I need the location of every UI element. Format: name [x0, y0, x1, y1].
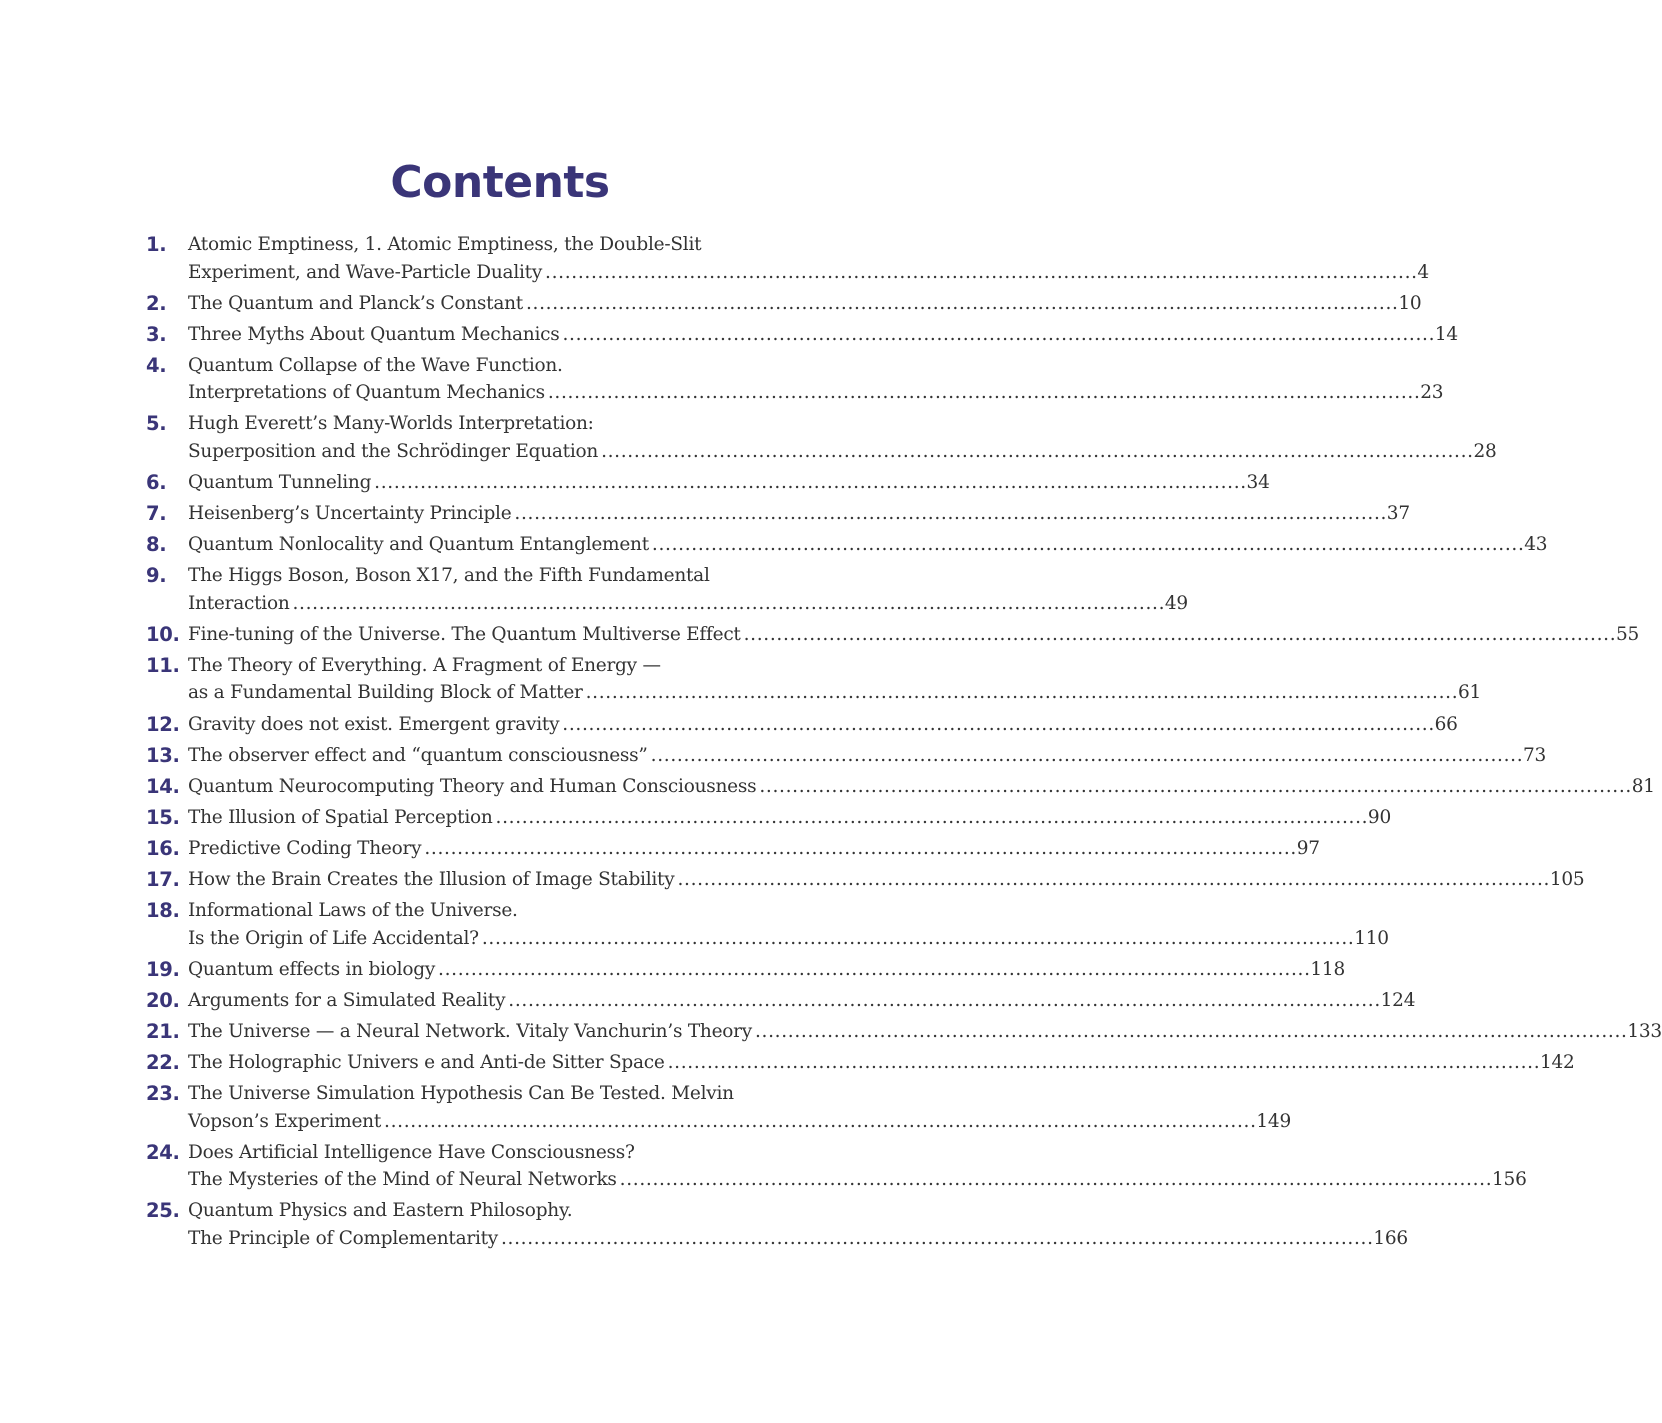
toc-entry-page-number: 156 [1492, 1169, 1527, 1191]
toc-entry-number: 1. [146, 233, 167, 256]
toc-entry-title: Three Myths About Quantum Mechanics [188, 323, 560, 345]
toc-entry-number: 21. [146, 1019, 180, 1043]
dot-leader [756, 773, 1631, 801]
toc-entry-line [188, 469, 1270, 497]
toc-entry-title: Quantum Tunneling [188, 471, 372, 493]
toc-entry-page-number: 61 [1457, 682, 1482, 704]
toc-entry-title: Gravity does not exist. Emergent gravity [188, 713, 560, 735]
toc-entry-page-number: 37 [1386, 503, 1410, 525]
toc-entry-title: The Principle of Complementarity [188, 1227, 498, 1249]
toc-entry-title: Hugh Everett’s Many-Worlds Interpretation: [188, 413, 594, 435]
toc-entry[interactable] [0, 621, 1640, 649]
toc-entry-number: 20. [146, 988, 180, 1012]
dot-leader [560, 321, 1435, 349]
toc-entry[interactable] [0, 897, 1389, 952]
toc-entry-line [188, 1049, 1575, 1077]
toc-entry[interactable] [0, 410, 1497, 465]
toc-entry-title: Experiment, and Wave-Particle Duality [188, 261, 543, 283]
dot-leader [371, 469, 1246, 497]
toc-entry-line [188, 742, 1547, 770]
dot-leader [523, 290, 1398, 318]
toc-entry-title: How the Brain Creates the Illusion of Image Stability [188, 869, 675, 890]
toc-entry-line [188, 1225, 1408, 1253]
toc-entry[interactable] [0, 321, 1458, 349]
toc-entry-page-number: 118 [1310, 958, 1345, 980]
toc-entry-title: The observer effect and “quantum consciousness” [188, 744, 648, 766]
toc-entry-line [188, 835, 1320, 863]
dot-leader [381, 1108, 1256, 1136]
dot-leader [479, 925, 1354, 953]
toc-entry[interactable] [0, 866, 1585, 894]
toc-entry-line [188, 804, 1391, 832]
toc-entry-page-number: 142 [1540, 1051, 1575, 1073]
toc-entry-page-number: 43 [1524, 534, 1548, 556]
toc-entry-number: 12. [146, 712, 180, 736]
toc-entry-page-number: 14 [1434, 323, 1458, 345]
toc-entry[interactable] [0, 773, 1655, 801]
toc-entry[interactable] [0, 1080, 1291, 1135]
toc-entry-title: The Holographic Univers e and Anti-de Sitter Space [188, 1051, 665, 1073]
toc-entry-line [188, 1018, 1662, 1046]
toc-entry-line [188, 500, 1410, 528]
toc-entry-number: 23. [146, 1082, 180, 1106]
toc-entry[interactable] [0, 1049, 1575, 1077]
dot-leader [674, 866, 1549, 894]
toc-entry[interactable] [0, 804, 1391, 832]
toc-entry[interactable] [0, 562, 1188, 617]
dot-leader [741, 621, 1616, 649]
toc-entry-number: 4. [146, 353, 167, 377]
toc-entry-title: Interpretations of Quantum Mechanics [188, 382, 545, 404]
dot-leader [493, 804, 1368, 832]
toc-entry-number: 11. [146, 653, 180, 677]
dot-leader [505, 987, 1380, 1015]
toc-entry[interactable] [0, 652, 1482, 707]
toc-entry-line [188, 590, 1188, 618]
toc-entry-page-number: 23 [1420, 382, 1444, 404]
toc-entry-line [188, 925, 1389, 953]
toc-entry[interactable] [0, 742, 1547, 770]
toc-entry-number: 5. [146, 412, 167, 436]
dot-leader [545, 379, 1420, 407]
dot-leader [421, 835, 1296, 863]
toc-entry-title: The Quantum and Planck’s Constant [188, 292, 523, 314]
toc-entry-page-number: 133 [1627, 1020, 1662, 1042]
toc-entry[interactable] [0, 987, 1416, 1015]
toc-entry[interactable] [0, 835, 1320, 863]
toc-entry-page-number: 124 [1380, 989, 1416, 1011]
toc-entry-number: 24. [146, 1140, 180, 1164]
toc-entry-page-number: 105 [1549, 869, 1585, 890]
dot-leader [583, 679, 1458, 707]
toc-entry-number: 17. [146, 868, 180, 891]
toc-entry-title: Predictive Coding Theory [188, 837, 422, 859]
toc-entry-title: The Universe Simulation Hypothesis Can Be Tested. Melvin [188, 1083, 734, 1105]
toc-entry[interactable] [0, 469, 1270, 497]
toc-entry[interactable] [0, 231, 1429, 286]
toc-entry[interactable] [0, 711, 1458, 739]
toc-entry[interactable] [0, 1197, 1408, 1252]
toc-entry[interactable] [0, 1139, 1527, 1194]
table-of-contents [0, 231, 1662, 1256]
toc-entry-page-number: 81 [1631, 775, 1655, 797]
toc-entry-number: 7. [146, 502, 167, 526]
toc-entry[interactable] [0, 1018, 1662, 1046]
dot-leader [559, 711, 1434, 739]
toc-entry-number: 13. [146, 743, 180, 767]
toc-entry-title: Interaction [188, 592, 290, 614]
toc-entry-title: The Mysteries of the Mind of Neural Networks [188, 1169, 617, 1191]
toc-entry-title: Vopson’s Experiment [188, 1110, 382, 1132]
toc-entry-title: Quantum effects in biology [188, 958, 436, 980]
dot-leader [435, 956, 1310, 984]
toc-entry-page-number: 34 [1246, 471, 1270, 493]
toc-entry-title: Does Artificial Intelligence Have Consciousness? [188, 1141, 635, 1163]
toc-entry-title: Heisenberg’s Uncertainty Principle [188, 503, 512, 525]
dot-leader [649, 531, 1524, 559]
toc-entry-page-number: 49 [1164, 592, 1188, 614]
toc-entry-line [188, 379, 1444, 407]
toc-entry-line [188, 866, 1585, 894]
toc-entry[interactable] [0, 290, 1422, 318]
toc-entry-line [188, 956, 1345, 984]
toc-entry-number: 8. [146, 533, 167, 557]
toc-entry-number: 18. [146, 899, 180, 923]
toc-entry-number: 16. [146, 836, 180, 860]
toc-entry-title: The Theory of Everything. A Fragment of Energy — [188, 654, 661, 676]
dot-leader [498, 1225, 1373, 1253]
toc-entry-line [188, 531, 1548, 559]
dot-leader [598, 438, 1473, 466]
dot-leader [617, 1166, 1492, 1194]
toc-entry-title: The Higgs Boson, Boson X17, and the Fifth Fundamental [188, 565, 710, 587]
toc-entry-title: Arguments for a Simulated Reality [188, 989, 506, 1011]
dot-leader [290, 590, 1165, 618]
toc-entry-title: Is the Origin of Life Accidental? [188, 927, 479, 949]
toc-entry-line [188, 621, 1640, 649]
toc-entry-number: 10. [146, 622, 180, 646]
toc-entry-page-number: 97 [1296, 837, 1320, 859]
toc-entry-page-number: 73 [1523, 744, 1547, 766]
toc-entry[interactable] [0, 500, 1410, 528]
toc-entry[interactable] [0, 956, 1345, 984]
toc-entry-page-number: 28 [1473, 440, 1497, 462]
toc-entry[interactable] [0, 531, 1548, 559]
toc-entry-page-number: 10 [1398, 292, 1422, 314]
toc-entry-page-number: 66 [1434, 713, 1458, 735]
toc-entry-line [188, 438, 1497, 466]
toc-entry-title: Atomic Emptiness, 1. Atomic Emptiness, the Double-Slit [188, 234, 702, 255]
toc-entry-number: 14. [146, 774, 180, 798]
toc-entry[interactable] [0, 352, 1444, 407]
dot-leader [511, 500, 1386, 528]
toc-entry-number: 15. [146, 805, 180, 829]
toc-entry-page-number: 110 [1354, 927, 1389, 949]
toc-entry-title: Superposition and the Schrödinger Equation [188, 440, 599, 462]
toc-entry-page-number: 90 [1367, 806, 1391, 828]
toc-entry-line [188, 679, 1482, 707]
toc-entry-number: 19. [146, 957, 180, 981]
toc-entry-line [188, 1166, 1527, 1194]
toc-entry-title: The Universe — a Neural Network. Vitaly Vanchurin’s Theory [188, 1020, 752, 1042]
dot-leader [648, 742, 1523, 770]
toc-entry-number: 2. [146, 291, 167, 315]
toc-entry-page-number: 55 [1616, 623, 1640, 645]
dot-leader [665, 1049, 1540, 1077]
toc-entry-line [188, 1108, 1291, 1136]
toc-entry-title: Informational Laws of the Universe. [188, 900, 518, 922]
toc-entry-page-number: 149 [1256, 1110, 1291, 1132]
toc-entry-title: Fine-tuning of the Universe. The Quantum Multiverse Effect [188, 623, 741, 645]
toc-entry-number: 25. [146, 1199, 180, 1223]
toc-entry-number: 9. [146, 564, 167, 588]
dot-leader [752, 1018, 1627, 1046]
toc-entry-line [188, 259, 1429, 287]
toc-entry-page-number: 4 [1417, 261, 1429, 283]
toc-entry-line [188, 290, 1422, 318]
toc-entry-number: 22. [146, 1050, 180, 1074]
toc-entry-line [188, 987, 1416, 1015]
toc-entry-title: Quantum Collapse of the Wave Function. [188, 354, 563, 376]
toc-entry-line [188, 711, 1458, 739]
toc-entry-page-number: 166 [1373, 1227, 1408, 1249]
toc-entry-number: 6. [146, 470, 167, 494]
toc-entry-title: as a Fundamental Building Block of Matter [188, 682, 583, 704]
toc-entry-line [188, 773, 1655, 801]
toc-entry-title: Quantum Neurocomputing Theory and Human Consciousness [188, 775, 757, 797]
toc-entry-title: Quantum Nonlocality and Quantum Entanglement [188, 534, 649, 556]
toc-entry-number: 3. [146, 322, 167, 346]
page-title: Contents [390, 157, 610, 209]
toc-entry-title: The Illusion of Spatial Perception [188, 806, 493, 828]
toc-entry-title: Quantum Physics and Eastern Philosophy. [188, 1200, 573, 1222]
toc-entry-line [188, 321, 1458, 349]
dot-leader [542, 259, 1417, 287]
